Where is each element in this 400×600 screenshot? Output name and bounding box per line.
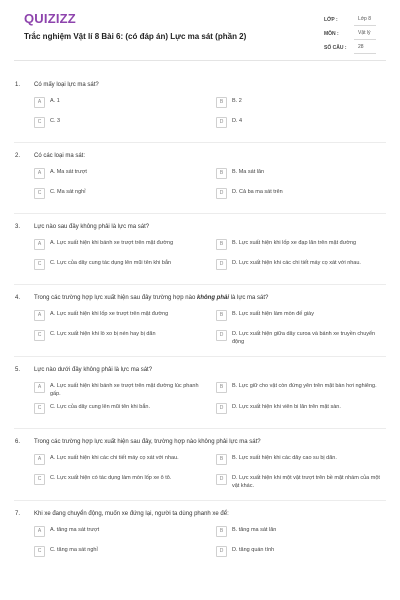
meta-label: LỚP :	[324, 17, 338, 23]
option-letter-badge: C	[34, 474, 45, 485]
worksheet-title: Trắc nghiệm Vật lí 8 Bài 6: (có đáp án) Lực ma sát (phần 2)	[24, 32, 247, 41]
options-grid	[14, 167, 386, 203]
option-letter-badge: D	[216, 546, 227, 557]
answer-option[interactable]	[216, 402, 386, 418]
option-text: A. Lực xuất hiện khi lốp xe trượt trên mặt đường	[50, 311, 169, 317]
question-header	[14, 80, 386, 90]
answer-option[interactable]	[34, 187, 204, 203]
option-text: B. Lực xuất hiện khi các dây cao su bị dãn.	[232, 455, 337, 461]
question-number: 1.	[15, 82, 21, 88]
option-text: A. 1	[50, 98, 60, 104]
question-7	[14, 509, 386, 561]
option-letter-badge: B	[216, 97, 227, 108]
answer-option[interactable]	[216, 329, 386, 346]
question-list	[14, 61, 386, 561]
option-text: D. Lực xuất hiện giữa dây curoa và bánh xe truyền chuyển động	[232, 331, 376, 345]
option-text: D. Cả ba ma sát trên	[232, 189, 283, 195]
question-divider	[14, 213, 386, 214]
question-header	[14, 293, 386, 303]
option-letter-badge: D	[216, 188, 227, 199]
answer-option[interactable]	[34, 329, 204, 346]
answer-option[interactable]	[34, 167, 204, 183]
question-number: 2.	[15, 153, 21, 159]
answer-option[interactable]	[216, 187, 386, 203]
options-grid	[14, 525, 386, 561]
question-divider	[14, 142, 386, 143]
answer-option[interactable]	[34, 473, 204, 490]
question-text: Lực nào dưới đây không phải là lực ma sát?	[34, 367, 153, 373]
option-letter-badge: B	[216, 239, 227, 250]
option-text: D. tăng quán tính	[232, 547, 275, 553]
question-number: 4.	[15, 295, 21, 301]
question-text: Khi xe đang chuyển động, muốn xe đứng lại, người ta dùng phanh xe để:	[34, 511, 229, 517]
answer-option[interactable]	[34, 96, 204, 112]
answer-option[interactable]	[216, 96, 386, 112]
option-letter-badge: B	[216, 454, 227, 465]
question-number: 5.	[15, 367, 21, 373]
options-grid	[14, 381, 386, 418]
option-text: A. Lực xuất hiện khi các chi tiết máy cọ xát với nhau.	[50, 455, 179, 461]
answer-option[interactable]	[34, 525, 204, 541]
option-letter-badge: D	[216, 474, 227, 485]
options-grid	[14, 453, 386, 490]
option-letter-badge: D	[216, 403, 227, 414]
question-header	[14, 509, 386, 519]
question-header	[14, 222, 386, 232]
answer-option[interactable]	[216, 545, 386, 561]
answer-option[interactable]	[216, 525, 386, 541]
question-text-part: là lực ma sát?	[228, 295, 269, 301]
options-grid	[14, 309, 386, 346]
meta-row-subject	[324, 27, 376, 41]
option-text: A. Lực xuất hiện khi bánh xe trượt trên mặt đường	[50, 240, 174, 246]
option-text: C. Lực xuất hiện có tác dụng làm mòn lốp xe ô tô.	[50, 475, 172, 481]
answer-option[interactable]	[216, 381, 386, 398]
option-letter-badge: A	[34, 97, 45, 108]
question-divider	[14, 284, 386, 285]
answer-option[interactable]	[34, 453, 204, 469]
option-text: A. tăng ma sát trượt	[50, 527, 100, 533]
meta-label: MÔN :	[324, 31, 339, 37]
options-grid	[14, 238, 386, 274]
question-number: 3.	[15, 224, 21, 230]
option-text: C. Lực của dây cung tác dụng lên mũi tên khi bắn	[50, 260, 172, 266]
question-header	[14, 437, 386, 447]
option-text: B. Lực xuất hiện khi lốp xe đạp lăn trên mặt đường	[232, 240, 357, 246]
question-3	[14, 222, 386, 274]
option-text: D. Lực xuất hiện khi các chi tiết máy cọ xát với nhau.	[232, 260, 361, 266]
answer-option[interactable]	[216, 167, 386, 183]
option-letter-badge: A	[34, 382, 45, 393]
option-text: C. Ma sát nghỉ	[50, 189, 86, 195]
option-letter-badge: C	[34, 188, 45, 199]
option-letter-badge: C	[34, 403, 45, 414]
question-divider	[14, 428, 386, 429]
option-text: B. tăng ma sát lăn	[232, 527, 277, 533]
question-text-part: Trong các trường hợp lực xuất hiện sau đây trường hợp nào	[34, 295, 197, 301]
answer-option[interactable]	[216, 258, 386, 274]
option-letter-badge: C	[34, 259, 45, 270]
question-text: Lực nào sau đây không phải là lực ma sát?	[34, 224, 150, 230]
question-text-emphasis: không phải	[196, 295, 229, 301]
question-divider	[14, 356, 386, 357]
option-letter-badge: A	[34, 310, 45, 321]
worksheet-header	[14, 0, 386, 61]
answer-option[interactable]	[216, 453, 386, 469]
option-letter-badge: D	[216, 259, 227, 270]
meta-row-count	[324, 41, 376, 55]
option-text: A. Ma sát trượt	[50, 169, 87, 175]
question-header	[14, 151, 386, 161]
option-text: B. Ma sát lăn	[232, 169, 265, 175]
question-1	[14, 80, 386, 132]
option-text: C. 3	[50, 118, 61, 124]
answer-option[interactable]	[216, 473, 386, 490]
meta-label: SỐ CÂU :	[324, 45, 347, 51]
option-text: B. 2	[232, 98, 242, 104]
option-letter-badge: A	[34, 454, 45, 465]
option-text: C. Lực xuất hiện khi lò xo bị nén hay bị dãn	[50, 331, 156, 337]
option-letter-badge: A	[34, 239, 45, 250]
option-letter-badge: B	[216, 526, 227, 537]
answer-option[interactable]	[216, 309, 386, 325]
question-text: Có mấy loại lực ma sát?	[34, 82, 99, 88]
option-letter-badge: C	[34, 330, 45, 341]
option-letter-badge: C	[34, 117, 45, 128]
question-number: 6.	[15, 439, 21, 445]
options-grid	[14, 96, 386, 132]
question-number: 7.	[15, 511, 21, 517]
answer-option[interactable]	[34, 309, 204, 325]
question-5	[14, 365, 386, 418]
option-text: B. Lực xuất hiện làm mòn đế giày	[232, 311, 314, 317]
question-text	[34, 293, 268, 303]
meta-value: Vật lý	[354, 28, 376, 40]
worksheet-meta	[324, 13, 376, 55]
option-letter-badge: B	[216, 168, 227, 179]
option-text: D. Lực xuất hiện khi viên bi lăn trên mặt sàn.	[232, 404, 341, 410]
question-4	[14, 293, 386, 346]
meta-value: Lớp 8	[354, 14, 376, 26]
answer-option[interactable]	[34, 116, 204, 132]
answer-option[interactable]	[34, 258, 204, 274]
meta-value: 28	[354, 42, 376, 54]
answer-option[interactable]	[34, 545, 204, 561]
option-letter-badge: B	[216, 382, 227, 393]
quizizz-logo: QUIZIZZ	[24, 11, 76, 26]
option-letter-badge: B	[216, 310, 227, 321]
option-text: D. Lực xuất hiện khi một vật trượt trên bề mặt nhám của một vật khác.	[232, 475, 380, 489]
question-2	[14, 151, 386, 203]
meta-row-class	[324, 13, 376, 27]
question-text: Trong các trường hợp lực xuất hiện sau đây, trường hợp nào không phải lực ma sát?	[34, 439, 261, 445]
answer-option[interactable]	[34, 381, 204, 398]
answer-option[interactable]	[216, 238, 386, 254]
question-text: Có các loại ma sát:	[34, 153, 86, 159]
option-letter-badge: A	[34, 168, 45, 179]
option-text: D. 4	[232, 118, 243, 124]
option-text: C. tăng ma sát nghỉ	[50, 547, 98, 553]
answer-option[interactable]	[34, 238, 204, 254]
answer-option[interactable]	[34, 402, 204, 418]
option-letter-badge: A	[34, 526, 45, 537]
option-text: B. Lực giữ cho vật còn đứng yên trên mặt bàn hơi nghiêng.	[232, 383, 377, 389]
option-text: C. Lực của dây cung lên mũi tên khi bắn.	[50, 404, 150, 410]
question-divider	[14, 500, 386, 501]
answer-option[interactable]	[216, 116, 386, 132]
question-header	[14, 365, 386, 375]
option-letter-badge: D	[216, 330, 227, 341]
option-text: A. Lực xuất hiện khi bánh xe trượt trên mặt đường lúc phanh gấp.	[50, 383, 199, 397]
option-letter-badge: D	[216, 117, 227, 128]
question-6	[14, 437, 386, 490]
option-letter-badge: C	[34, 546, 45, 557]
